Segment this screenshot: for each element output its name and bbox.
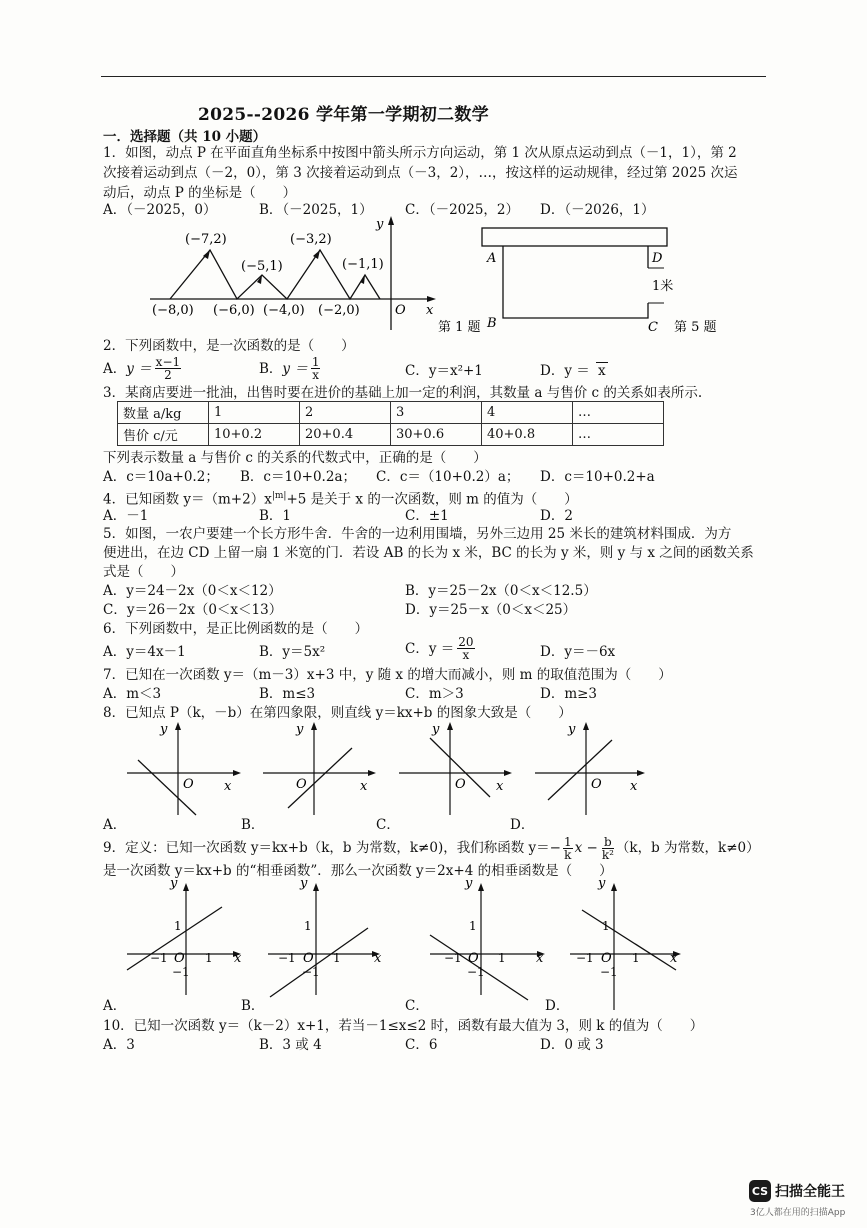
q3-stem: 3．某商店要进一批油，出售时要在进价的基础上加一定的利润，其数量 a 与售价 c 的关系如表所示.: [103, 385, 703, 401]
q7-option-b: B．m≤3: [259, 686, 316, 702]
q8-option-d: D．: [510, 817, 535, 833]
q9-option-c: C．: [405, 998, 429, 1014]
stem-part: +5 是关于 x 的一次函数，则 m 的值为（ ）: [286, 491, 578, 508]
q10-stem: 10．已知一次函数 y＝（k－2）x+1，若当－1≤x≤2 时，函数有最大值为 3，则 k 的值为（ ）: [103, 1018, 704, 1034]
q1-option-b: B．（－2025，1）: [259, 202, 373, 218]
q8-option-c: C．: [376, 817, 400, 833]
watermark-name: 扫描全能王: [775, 1184, 845, 1200]
q1-origin-label: O: [395, 303, 406, 318]
q6-stem: 6．下列函数中，是正比例函数的是（ ）: [103, 621, 369, 637]
axis-label: x: [360, 779, 368, 794]
stem-part: 4．已知函数 y＝（m+2）x: [103, 491, 272, 508]
q10-option-d: D．0 或 3: [540, 1037, 604, 1053]
axis-label: x: [670, 951, 678, 966]
q1-line2: 次接着运动到点（－2，0），第 3 次接着运动到点（－3，2），…，按这样的运动规律，经过第 2025 次运: [103, 165, 738, 181]
page-title: 2025--2026 学年第一学期初二数学: [198, 105, 489, 125]
stem-part: 9．定义：已知一次函数 y＝kx+b（k，b 为常数，k≠0)，我们称函数 y＝−: [103, 840, 561, 856]
axis-label: x: [374, 951, 382, 966]
q5-option-c: C．y＝26－2x（0＜x＜13）: [103, 602, 283, 618]
tick-label: 1: [174, 919, 182, 933]
tick-label: 1: [304, 919, 312, 933]
table-cell: 4: [482, 402, 573, 424]
tick-label: −1: [150, 951, 168, 965]
q3-option-c: C．c＝（10+0.2）a；: [376, 469, 520, 485]
q4-option-b: B．1: [259, 508, 292, 524]
numerator: x−1: [155, 355, 181, 369]
option-label: A．: [103, 360, 127, 377]
axis-label: O: [468, 951, 479, 966]
option-label: D．y ＝: [540, 363, 590, 379]
q7-option-d: D．m≥3: [540, 686, 598, 702]
option-expr: C．y ＝: [405, 640, 455, 657]
q9-line2: 是一次函数 y＝kx+b 的“相垂函数”．那么一次函数 y＝2x+4 的相垂函数是（ ）: [103, 863, 613, 879]
axis-label: y: [170, 876, 178, 891]
option-expr: y ＝: [126, 360, 152, 377]
denominator: x: [462, 648, 470, 662]
q10-option-c: C．6: [405, 1037, 438, 1053]
axis-label: x: [536, 951, 544, 966]
q1-point-label: (−4,0): [263, 303, 305, 318]
scanner-watermark: [749, 1180, 845, 1202]
q3-stem2: 下列表示数量 a 与售价 c 的关系的代数式中，正确的是（ ）: [103, 450, 487, 466]
tick-label: 1: [205, 951, 213, 965]
numerator: 1: [563, 834, 572, 849]
q1-y-label: y: [376, 217, 384, 232]
axis-label: y: [598, 876, 606, 891]
q2-option-c: C．y＝x²+1: [405, 363, 483, 379]
q1-point-label: (−3,2): [290, 232, 332, 247]
numerator: 20: [458, 635, 474, 649]
option-label: B．: [259, 360, 283, 377]
q1-point-label: (−2,0): [318, 303, 360, 318]
axis-label: y: [568, 722, 576, 737]
axis-label: y: [296, 722, 304, 737]
stem-part: x −: [574, 840, 598, 856]
q8-option-a: A．: [103, 817, 127, 833]
q6-option-b: B．y＝5x²: [259, 644, 326, 660]
exponent: |m|: [271, 491, 287, 501]
q1-point-label: (−1,1): [342, 257, 384, 272]
q5-option-a: A．y＝24－2x（0＜x＜12）: [103, 583, 282, 599]
q7-stem: 7．已知在一次函数 y＝（m－3）x+3 中，y 随 x 的增大而减小，则 m 的取值范围为（ ）: [103, 667, 672, 683]
q2-stem: 2．下列函数中，是一次函数的是（ ）: [103, 338, 355, 354]
axis-label: O: [174, 951, 185, 966]
table-cell: 10+0.2: [209, 424, 300, 446]
q4-option-a: A．－1: [103, 508, 149, 524]
denominator: k: [564, 847, 572, 862]
axis-label: x: [224, 779, 232, 794]
tick-label: −1: [172, 965, 190, 979]
table-cell: 40+0.8: [482, 424, 573, 446]
q8-option-b: B．: [241, 817, 265, 833]
q1-point-label: (−8,0): [152, 303, 194, 318]
q1-line3: 动后，动点 P 的坐标是（ ）: [103, 185, 297, 201]
tick-label: 1: [469, 919, 477, 933]
q1-x-label: x: [426, 303, 434, 318]
q3-option-d: D．c＝10+0.2+a: [540, 469, 655, 485]
q5-line1: 5．如图，一农户要建一个长方形牛舍．牛舍的一边利用围墙，另外三边用 25 米长的建筑材料围成．为方: [103, 526, 732, 542]
table-cell: 数量 a/kg: [118, 402, 209, 424]
q9-graph-c: [430, 876, 545, 1000]
table-cell: …: [573, 424, 664, 446]
fig5-door-label: 1米: [652, 279, 674, 294]
q9-graph-a: [127, 876, 242, 995]
q9-option-d: D．: [545, 998, 570, 1014]
tick-label: −1: [600, 965, 618, 979]
q6-option-a: A．y＝4x－1: [103, 644, 186, 660]
tick-label: 1: [632, 951, 640, 965]
q1-option-a: A．（－2025，0）: [103, 202, 217, 218]
tick-label: −1: [576, 951, 594, 965]
watermark-tagline: 3亿人都在用的扫描App: [750, 1208, 846, 1218]
denominator: x: [312, 368, 320, 382]
q5-line2: 便进出，在边 CD 上留一扇 1 米宽的门．若设 AB 的长为 x 米，BC 的长为 y 米，则 y 与 x 之间的函数关系: [103, 545, 754, 561]
tick-label: −1: [278, 951, 296, 965]
axis-label: y: [465, 876, 473, 891]
tick-label: 1: [602, 919, 610, 933]
table-cell: …: [573, 402, 664, 424]
q4-option-d: D．2: [540, 508, 573, 524]
fig5-label-c: C: [648, 320, 658, 335]
q3-option-a: A．c＝10a+0.2；: [103, 469, 219, 485]
axis-label: x: [496, 779, 504, 794]
q1-caption: 第 1 题: [438, 320, 481, 335]
axis-label: O: [455, 777, 466, 792]
q9-graph-b: [268, 876, 382, 997]
q3-option-b: B．c＝10+0.2a；: [240, 469, 356, 485]
axis-label: O: [303, 951, 314, 966]
q7-option-c: C．m＞3: [405, 686, 464, 702]
tick-label: 1: [333, 951, 341, 965]
axis-label: O: [296, 777, 307, 792]
axis-label: O: [591, 777, 602, 792]
tick-label: 1: [498, 951, 506, 965]
section-heading: 一．选择题（共 10 小题）: [103, 129, 267, 145]
fig5-label-b: B: [487, 316, 497, 331]
q9-option-b: B．: [241, 998, 265, 1014]
q5-option-b: B．y＝25－2x（0＜x＜12.5）: [405, 583, 597, 599]
stem-part: （k，b 为常数，k≠0）: [615, 840, 760, 856]
q1-line1: 1．如图，动点 P 在平面直角坐标系中按图中箭头所示方向运动，第 1 次从原点运动到点（－1，1），第 2: [103, 145, 737, 161]
tick-label: −1: [444, 951, 462, 965]
q1-point-label: (−5,1): [241, 259, 283, 274]
fig5-label-d: D: [652, 251, 663, 266]
table-cell: 售价 c/元: [118, 424, 209, 446]
q10-option-a: A．3: [103, 1037, 135, 1053]
fig5-label-a: A: [487, 251, 497, 266]
q10-option-b: B．3 或 4: [259, 1037, 322, 1053]
axis-label: y: [300, 876, 308, 891]
radicand: x: [598, 363, 606, 379]
denominator: 2: [164, 368, 172, 382]
numerator: 1: [311, 355, 320, 369]
q9-option-a: A．: [103, 998, 127, 1014]
camscanner-logo-icon: CS: [749, 1180, 771, 1202]
denominator: k²: [601, 847, 614, 862]
q4-option-c: C．±1: [405, 508, 449, 524]
table-cell: 30+0.6: [391, 424, 482, 446]
tick-label: −1: [302, 965, 320, 979]
axis-label: O: [183, 777, 194, 792]
q1-point-label: (−7,2): [185, 232, 227, 247]
fig5-caption: 第 5 题: [674, 320, 717, 335]
q5-option-d: D．y＝25－x（0＜x＜25）: [405, 602, 577, 618]
q1-option-c: C．（－2025，2）: [405, 202, 520, 218]
option-expr: y ＝: [282, 360, 308, 377]
tick-label: −1: [467, 965, 485, 979]
q1-option-d: D．（－2026，1）: [540, 202, 655, 218]
table-cell: 2: [300, 402, 391, 424]
axis-label: x: [234, 951, 242, 966]
table-cell: 3: [391, 402, 482, 424]
table-cell: 1: [209, 402, 300, 424]
axis-label: x: [630, 779, 638, 794]
q9-graph-d: [570, 876, 681, 1010]
q8-stem: 8．已知点 P（k，－b）在第四象限，则直线 y＝kx+b 的图象大致是（ ）: [103, 705, 572, 721]
table-cell: 20+0.4: [300, 424, 391, 446]
numerator: b: [602, 836, 614, 849]
q6-option-d: D．y＝－6x: [540, 644, 616, 660]
axis-label: O: [601, 951, 612, 966]
axis-label: y: [432, 722, 440, 737]
q5-line3: 式是（ ）: [103, 564, 184, 580]
q7-option-a: A．m＜3: [103, 686, 162, 702]
axis-label: y: [160, 722, 168, 737]
q1-point-label: (−6,0): [213, 303, 255, 318]
